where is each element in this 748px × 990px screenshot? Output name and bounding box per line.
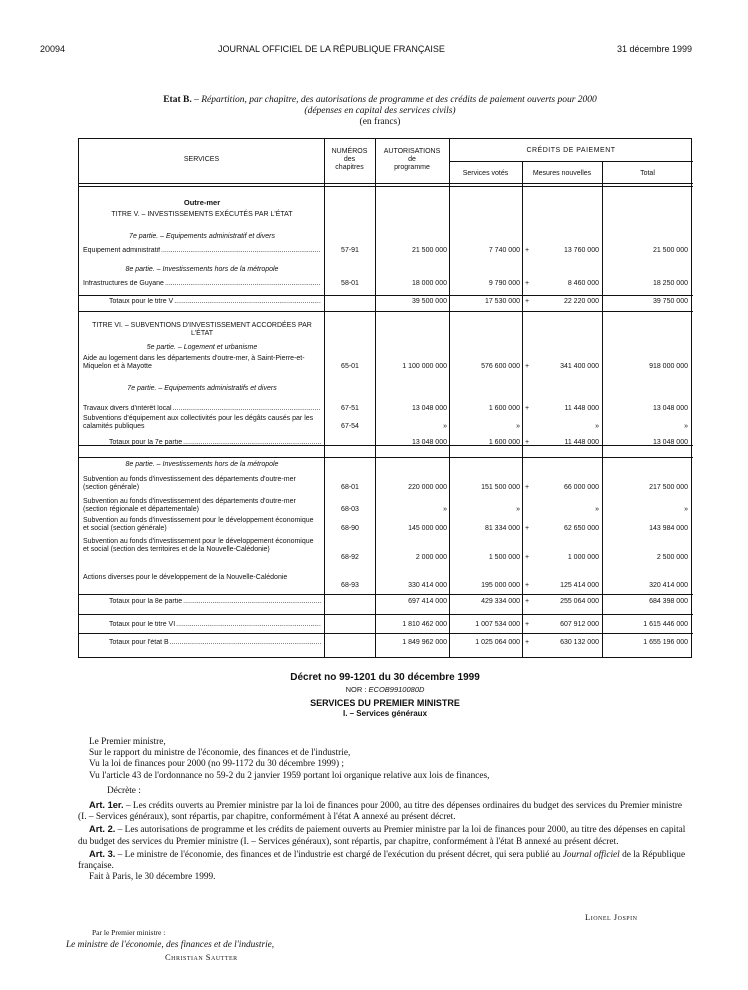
row-total: 2 500 000 [656,554,688,562]
row-total: 18 250 000 [652,280,688,287]
row-autorisations: 1 100 000 000 [402,363,447,371]
row-chapter: 68-92 [341,554,359,562]
row-mesures-nouvelles: 66 000 000 [563,484,599,492]
row-chapter: 68-03 [341,506,359,514]
row-services-votes: » [516,423,520,431]
header-numeros: NUMÉROS des chapitres [331,148,368,171]
row-services-votes: 17 530 000 [484,298,520,305]
row-autorisations: 1 849 962 000 [402,639,447,646]
row-services-votes: 1 600 000 [488,405,520,412]
decree-nor: NOR : ECOB9910080D [345,685,425,694]
row-label: Outre-mer [183,198,221,207]
row-chapter: 68-93 [341,582,359,590]
col-divider [602,161,603,657]
row-mesures-nouvelles: 607 912 000 [560,621,599,628]
row-mesures-nouvelles: 630 132 000 [560,639,599,646]
signatory-name: Lionel Jospin [585,912,638,922]
row-chapter: 58-01 [341,280,359,287]
header-total: Total [640,170,655,177]
col-divider [522,161,523,657]
row-plus-sign: + [525,554,530,562]
journal-title: JOURNAL OFFICIEL DE LA RÉPUBLIQUE FRANÇAISE [218,44,445,54]
row-total: 39 750 000 [652,298,688,305]
row-autorisations: » [443,423,447,431]
row-chapter: 68-90 [341,525,359,533]
row-chapter: 65-01 [341,363,359,371]
row-total: 918 000 000 [649,363,688,371]
row-chapter: 68-01 [341,484,359,492]
row-autorisations: 2 000 000 [415,554,447,562]
row-separator [79,295,693,296]
row-total: 21 500 000 [652,247,688,254]
row-plus-sign: + [525,247,530,254]
row-separator [79,633,693,634]
row-label: 7e partie. – Equipements administratifs et divers [127,385,277,392]
row-mesures-nouvelles: 1 000 000 [567,554,599,562]
row-mesures-nouvelles: 11 448 000 [564,439,599,446]
header-services-votes: Services votés [462,170,509,177]
row-label: Equipement administratif ..... [83,247,321,255]
body-vu-article: Vu l'article 43 de l'ordonnance no 59-2 du 2 janvier 1959 portant loi organique relative aux lois de finances, [89,770,490,781]
table-caption [70,95,690,128]
issue-date: 31 décembre 1999 [616,44,692,54]
col-divider [324,139,325,657]
row-separator [79,445,693,446]
row-autorisations: 1 810 462 000 [402,621,447,628]
row-label: Subvention au fonds d'investissement des départements d'outre-mer (section régionale et départementale) [83,498,296,514]
row-label: Totaux pour le titre V ..... [109,298,321,306]
row-chapter: 57-91 [341,247,359,254]
row-mesures-nouvelles: 341 400 000 [560,363,599,371]
header-mesures-nouvelles: Mesures nouvelles [532,170,592,177]
row-mesures-nouvelles: 255 064 000 [560,598,599,605]
row-mesures-nouvelles: 22 220 000 [563,298,599,305]
row-label: 5e partie. – Logement et urbanisme [146,344,258,351]
row-plus-sign: + [525,363,530,371]
header-bottom-line [79,183,693,184]
row-mesures-nouvelles: 8 460 000 [567,280,599,287]
row-autorisations: 18 000 000 [411,280,447,287]
row-autorisations: 13 048 000 [411,405,447,412]
page-number: 20094 [40,44,66,54]
row-plus-sign: + [525,639,530,646]
row-label: Subvention au fonds d'investissement pour le développement économique et social (section des territoires et de la Nouvelle-Calédonie) [83,538,314,554]
row-services-votes: 151 500 000 [481,484,520,492]
row-services-votes: 9 790 000 [488,280,520,287]
body-decrete: Décrète : [107,785,141,796]
row-label: Subvention au fonds d'investissement pour le développement économique et social (section générale) [83,517,314,533]
row-plus-sign: + [525,621,530,628]
row-plus-sign: + [525,298,530,305]
row-mesures-nouvelles: » [595,423,599,431]
row-autorisations: 697 414 000 [408,598,447,605]
caption-unit: (en francs) [359,117,401,127]
row-mesures-nouvelles: 125 414 000 [560,582,599,590]
row-label: Totaux pour le titre VI ..... [109,621,321,629]
row-services-votes: 195 000 000 [481,582,520,590]
row-services-votes: 1 600 000 [488,439,520,446]
row-total: 320 414 000 [649,582,688,590]
row-label: TITRE VI. – SUBVENTIONS D'INVESTISSEMENT ACCORDÉES PAR L'ÉTAT [92,322,312,338]
row-label: Totaux pour la 7e partie ..... [109,439,321,447]
budget-table [78,138,692,658]
row-total: 1 655 196 000 [643,639,688,646]
row-label: Aide au logement dans les départements d'outre-mer, à Saint-Pierre-et-Miquelon et à Mayotte [83,355,305,371]
row-separator [79,594,693,595]
minister-name: Christian Sautter [165,952,238,962]
header-bottom-line [79,186,693,187]
decree-title: Décret no 99-1201 du 30 décembre 1999 [290,672,480,683]
row-services-votes: 576 600 000 [481,363,520,371]
caption-state-label: Etat B. [163,95,192,105]
minister-title: Le ministre de l'économie, des finances et de l'industrie, [66,940,275,950]
row-separator [79,457,693,458]
decree-subtitle: I. – Services généraux [342,709,428,718]
row-plus-sign: + [525,484,530,492]
row-separator [79,614,693,615]
body-fait: Fait à Paris, le 30 décembre 1999. [89,872,216,883]
row-separator [79,311,693,312]
row-label: 8e partie. – Investissements hors de la métropole [125,266,279,273]
row-label: 8e partie. – Investissements hors de la métropole [125,461,279,468]
row-mesures-nouvelles: 11 448 000 [564,405,599,412]
row-mesures-nouvelles: » [595,506,599,514]
row-chapter: 67-51 [341,405,359,412]
row-total: 13 048 000 [652,439,688,446]
row-label: 7e partie. – Equipements administratif et divers [129,233,275,240]
row-services-votes: 1 500 000 [488,554,520,562]
header-divider [449,161,693,162]
caption-text: – Répartition, par chapitre, des autorisations de programme et des crédits de paiement ouverts pour 2000 [191,95,597,105]
body-vu-loi: Vu la loi de finances pour 2000 (no 99-1172 du 30 décembre 1999) ; [89,759,344,770]
row-plus-sign: + [525,525,530,533]
row-total: » [684,423,688,431]
row-autorisations: 39 500 000 [411,298,447,305]
article-1: Art. 1er. – Les crédits ouverts au Premier ministre par la loi de finances pour 2000, au titre des dépenses ordinaires du budget des services du Premier ministre (I. – Services généraux), sont répartis, par chapitre, conformément à l'état A annexé au présent décret. [78,800,683,823]
decree-body [78,737,692,883]
row-label: Infrastructures de Guyane ..... [83,280,321,288]
row-services-votes: 7 740 000 [488,247,520,254]
row-autorisations: 21 500 000 [411,247,447,254]
col-divider [375,139,376,657]
row-autorisations: 220 000 000 [408,484,447,492]
row-autorisations: 145 000 000 [408,525,447,533]
header-services: SERVICES [183,156,220,163]
row-services-votes: 1 007 534 000 [475,621,520,628]
row-services-votes: » [516,506,520,514]
row-chapter: 67-54 [341,423,359,431]
decree-service: SERVICES DU PREMIER MINISTRE [310,698,460,708]
row-label: Actions diverses pour le développement de la Nouvelle-Calédonie [83,574,288,581]
row-mesures-nouvelles: 13 760 000 [563,247,599,254]
row-total: 1 615 446 000 [643,621,688,628]
row-label: TITRE V. – INVESTISSEMENTS EXÉCUTÉS PAR L'ÉTAT [111,211,293,218]
row-mesures-nouvelles: 62 650 000 [563,525,599,533]
article-3: Art. 3. – Le ministre de l'économie, des finances et de l'industrie est chargé de l'exécution du présent décret, qui sera publié au Journal officiel de la République française. [78,848,686,872]
row-services-votes: 81 334 000 [484,525,520,533]
decree-heading [78,672,692,718]
row-plus-sign: + [525,405,530,412]
row-services-votes: 429 334 000 [481,598,520,605]
row-label: Subventions d'équipement aux collectivités pour les dégâts causés par les calamités publiques [83,415,314,431]
row-label: Subvention au fonds d'investissement des départements d'outre-mer (section générale) [83,476,296,492]
row-autorisations: 330 414 000 [408,582,447,590]
row-label: Totaux pour la 8e partie ..... [109,598,321,606]
row-label: Totaux pour l'état B ..... [109,639,321,647]
row-label: Travaux divers d'intérêt local ..... [83,405,321,413]
row-autorisations: 13 048 000 [411,439,447,446]
row-total: 13 048 000 [652,405,688,412]
row-plus-sign: + [525,439,530,446]
row-services-votes: 1 025 064 000 [475,639,520,646]
caption-line2: (dépenses en capital des services civils) [304,106,456,116]
par-premier-ministre: Par le Premier ministre : [92,928,166,937]
header-autorisations: AUTORISATIONS de programme [383,148,441,171]
row-plus-sign: + [525,598,530,605]
col-divider [449,139,450,657]
body-premier-ministre: Le Premier ministre, [89,737,166,747]
row-total: 217 500 000 [649,484,688,492]
article-2: Art. 2. – Les autorisations de programme et les crédits de paiement ouverts au Premier ministre par la loi de finances pour 2000, au titre des dépenses en capital du budget des services du Premier ministre (I. – Services généraux), sont répartis, par chapitre, conformément à l'état B annexé au présent décret. [78,824,686,847]
body-rapport: Sur le rapport du ministre de l'économie, des finances et de l'industrie, [89,748,351,759]
header-credits: CRÉDITS DE PAIEMENT [526,147,616,154]
row-plus-sign: + [525,280,530,287]
row-total: 684 398 000 [649,598,688,605]
row-plus-sign: + [525,582,530,590]
row-autorisations: » [443,506,447,514]
row-total: 143 984 000 [649,525,688,533]
row-total: » [684,506,688,514]
